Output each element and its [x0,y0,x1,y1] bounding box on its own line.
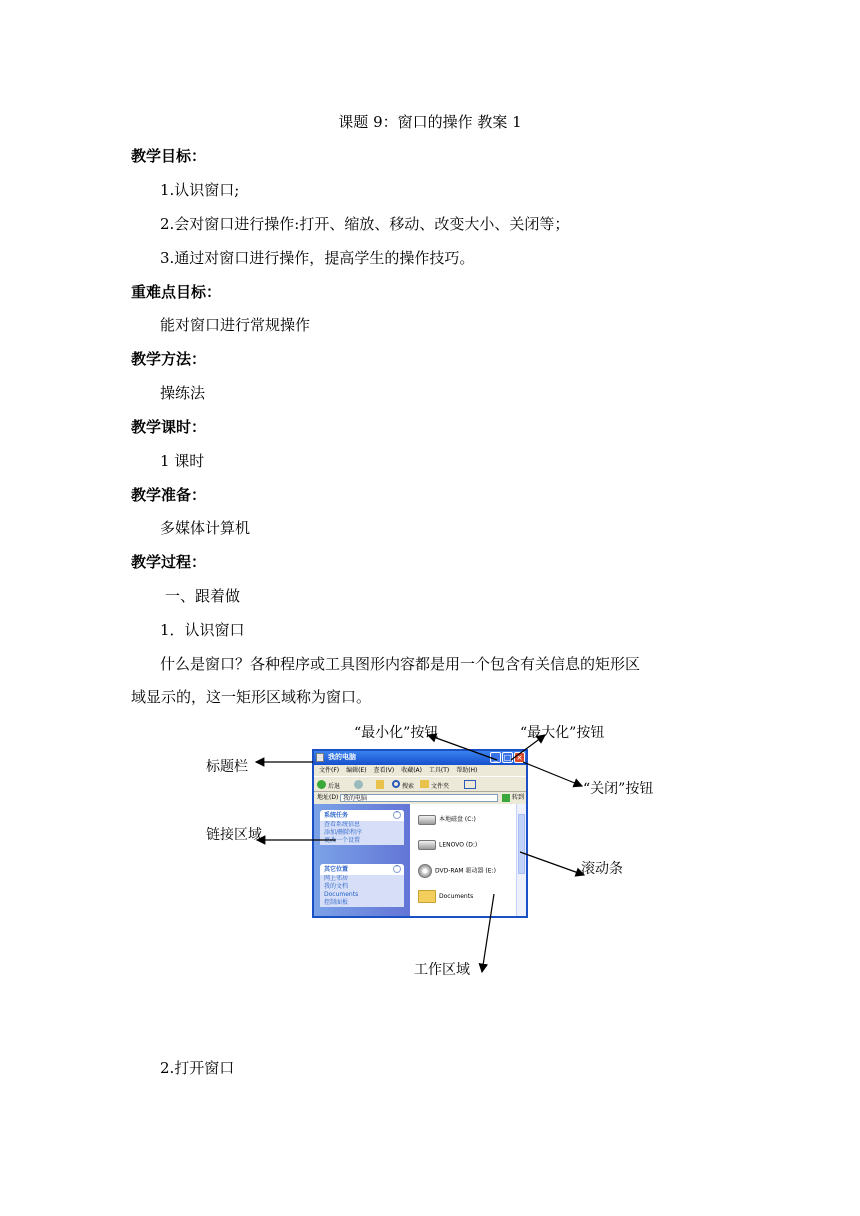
place-item[interactable]: 控制面板 [324,899,349,906]
drive-label: 本地磁盘 (C:) [439,816,476,823]
address-input[interactable]: 我的电脑 [340,794,498,802]
search-label: 搜索 [402,783,415,790]
other-places-title[interactable]: 其它位置 [324,866,349,873]
label-maximize: “最大化”按钮 [520,725,605,741]
method-heading: 教学方法： [131,350,207,368]
method-text: 操练法 [160,384,206,402]
menu-bar [314,765,526,776]
drive-item[interactable] [418,814,476,825]
drive-item[interactable] [418,840,477,850]
hours-heading: 教学课时： [131,418,207,436]
go-label[interactable]: 转到 [512,794,525,801]
label-links: 链接区域 [206,827,262,843]
work-area [410,804,516,918]
doc-title: 课题 9：窗口的操作 教案 1 [338,113,522,131]
key-text: 能对窗口进行常规操作 [160,316,311,334]
system-tasks-title[interactable]: 系统任务 [324,812,349,819]
window-title: 我的电脑 [328,753,356,761]
drive-label: Documents [439,893,474,900]
folders-icon[interactable] [420,780,429,788]
up-folder-icon[interactable] [376,780,384,789]
step1-sub: 1．认识窗口 [160,621,245,639]
goal-item-1: 1.认识窗口; [160,181,240,199]
prep-heading: 教学准备： [131,486,207,504]
prep-text: 多媒体计算机 [160,519,251,537]
menu-file[interactable]: 文件(F) [319,767,340,774]
address-label: 地址(D) [317,794,339,801]
go-icon[interactable] [502,794,510,802]
step1-heading: 一、跟着做 [165,587,241,605]
menu-favorites[interactable]: 收藏(A) [401,767,422,774]
task-item[interactable]: 更改一个设置 [324,837,361,844]
label-workarea: 工作区域 [414,962,470,978]
arrow-close [523,762,582,786]
step2-heading: 2.打开窗口 [160,1059,235,1077]
goal-item-3: 3.通过对窗口进行操作，提高学生的操作技巧。 [160,249,475,267]
key-heading: 重难点目标： [131,283,222,301]
computer-icon [316,753,324,762]
goal-item-2: 2.会对窗口进行操作:打开、缩放、移动、改变大小、关闭等； [160,215,570,233]
address-bar [314,792,526,804]
back-icon[interactable] [317,780,326,789]
folders-label: 文件夹 [431,783,450,790]
place-item[interactable]: 网上邻居 [324,875,349,882]
drive-label: LENOVO (D:) [439,841,478,849]
system-tasks-panel [320,810,404,845]
forward-icon[interactable] [354,780,363,789]
label-close: “关闭”按钮 [583,781,654,797]
place-item[interactable]: 我的文档 [324,883,349,890]
goal-heading: 教学目标： [131,147,207,165]
drive-item[interactable] [418,864,496,878]
close-button[interactable]: × [514,752,525,763]
maximize-button[interactable]: □ [503,753,512,762]
toolbar [314,776,526,792]
scrollbar[interactable] [516,804,526,918]
process-heading: 教学过程： [131,553,207,571]
window-screenshot [312,749,528,918]
scrollbar-thumb[interactable] [518,814,525,874]
views-icon[interactable] [464,780,476,789]
task-item[interactable]: 添加/删除程序 [324,829,363,836]
hard-disk-icon [418,840,436,850]
label-titlebar: 标题栏 [206,759,248,775]
minimize-button[interactable]: _ [490,752,501,763]
collapse-icon[interactable]: ˄ [393,811,401,819]
task-item[interactable]: 查看系统信息 [324,821,361,828]
folder-icon [418,890,436,903]
hard-disk-icon [418,815,436,825]
menu-tools[interactable]: 工具(T) [428,767,450,774]
title-bar [314,751,526,765]
collapse-icon[interactable]: ˄ [393,865,401,873]
para-line-1: 什么是窗口？各种程序或工具图形内容都是用一个包含有关信息的矩形区 [160,655,641,673]
search-icon[interactable] [392,780,400,788]
dvd-icon [418,864,432,878]
label-scrollbar: 滚动条 [581,861,623,877]
menu-edit[interactable]: 编辑(E) [346,767,367,774]
back-label: 后退 [328,783,341,790]
arrow-scrollbar [520,852,584,875]
link-pane [314,804,410,918]
hours-text: 1 课时 [160,452,205,470]
place-item[interactable]: Documents [324,891,359,898]
drive-item[interactable] [418,890,473,903]
para-line-2: 域显示的，这一矩形区域称为窗口。 [131,688,372,706]
menu-help[interactable]: 帮助(H) [456,767,478,774]
other-places-panel [320,864,404,907]
label-minimize: “最小化”按钮 [354,725,439,741]
menu-view[interactable]: 查看(V) [373,767,395,774]
drive-label: DVD-RAM 驱动器 (E:) [435,867,496,875]
